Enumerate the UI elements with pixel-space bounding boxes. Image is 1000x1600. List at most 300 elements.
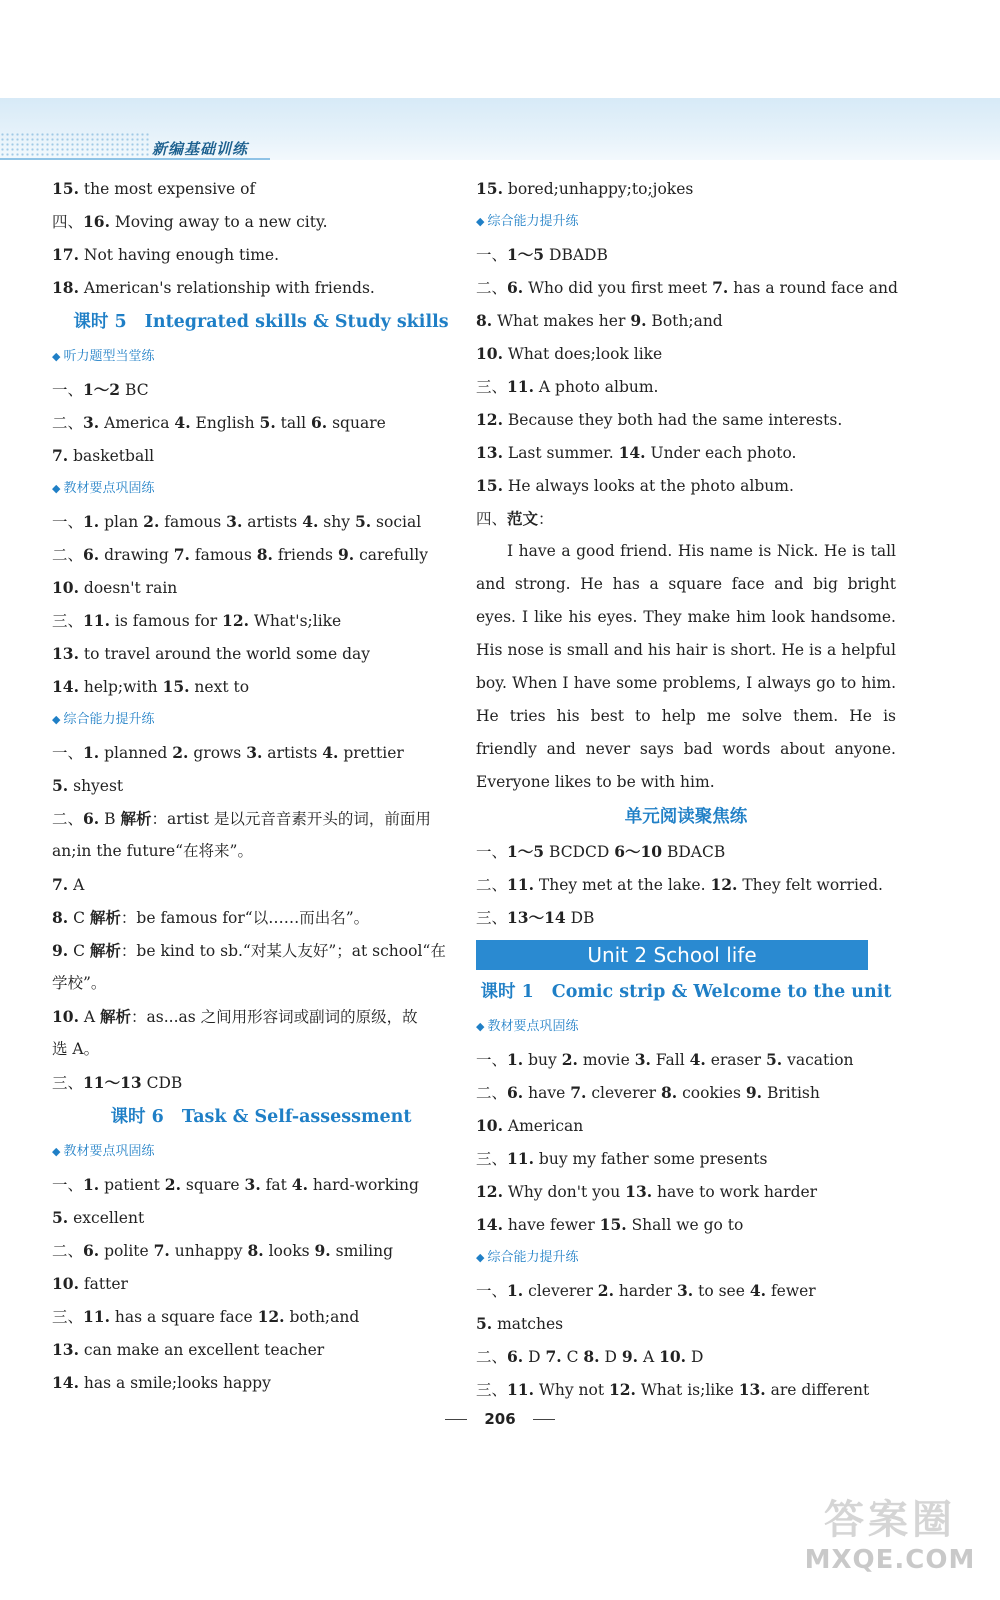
question-number: 11. — [83, 1307, 110, 1326]
question-number: 范文 — [507, 509, 539, 528]
answer-text: 选 A。 — [52, 1040, 100, 1058]
question-number: 7. — [570, 1083, 587, 1102]
question-number: 解析 — [89, 908, 121, 927]
answer-line — [52, 1066, 470, 1099]
answer-line — [52, 205, 470, 238]
answer-text: drawing — [99, 546, 174, 564]
section-numeral: 三、 — [476, 1150, 508, 1168]
question-number: 14. — [476, 1215, 503, 1234]
right-column — [476, 172, 896, 1406]
question-number: 1. — [507, 1050, 524, 1069]
question-number: 13. — [52, 1340, 79, 1359]
diamond-icon: ◆ — [52, 350, 61, 363]
question-number: 解析 — [89, 941, 121, 960]
question-number: 9. — [745, 1083, 763, 1102]
exercise-subheading — [476, 1241, 896, 1274]
subheading-text: 听力题型当堂练 — [63, 349, 155, 364]
lesson-title: 单元阅读聚焦练 — [624, 807, 748, 827]
answer-text: artists — [242, 513, 303, 531]
question-number: 6. — [83, 809, 100, 828]
answer-line — [476, 271, 896, 304]
question-number: 9. — [314, 1241, 331, 1260]
lesson-title: Task & Self-assessment — [181, 1107, 412, 1127]
answer-text: vacation — [782, 1051, 854, 1069]
lesson-label: 课时 6 — [110, 1107, 164, 1127]
answer-text: Why not — [533, 1381, 609, 1399]
answer-text: C — [561, 1348, 584, 1366]
section-numeral: 三、 — [476, 378, 508, 396]
answer-text: carefully — [354, 546, 428, 564]
answer-line — [52, 271, 470, 304]
answer-text: cleverer — [586, 1084, 661, 1102]
answer-text: fatter — [78, 1275, 128, 1293]
answer-line — [52, 736, 470, 769]
page-number-footer — [0, 1410, 1000, 1428]
question-number: 2. — [164, 1175, 181, 1194]
question-number: 10. — [476, 344, 503, 363]
header-band — [0, 98, 1000, 160]
answer-line — [476, 469, 896, 502]
answer-text: buy — [523, 1051, 562, 1069]
answer-text: fat — [260, 1176, 292, 1194]
question-number: 3. — [246, 743, 263, 762]
question-number: 12. — [476, 1182, 503, 1201]
answer-text: hard-working — [307, 1176, 419, 1194]
question-number: 13. — [738, 1380, 766, 1399]
answer-text: polite — [99, 1242, 154, 1260]
section-numeral: 一、 — [52, 381, 84, 399]
question-number: 15. — [52, 179, 79, 198]
answer-text: British — [762, 1084, 820, 1102]
answer-text: ：as...as 之间用形容词或副词的原级，故 — [131, 1008, 418, 1026]
answer-text: are different — [765, 1381, 870, 1399]
section-numeral: 一、 — [476, 246, 508, 264]
answer-text: can make an excellent teacher — [78, 1341, 325, 1359]
section-heading — [52, 1099, 470, 1135]
question-number: 8. — [247, 1241, 264, 1260]
question-number: 11. — [507, 875, 534, 894]
question-number: 15. — [162, 677, 190, 696]
section-numeral: 一、 — [52, 1176, 84, 1194]
unit-banner: Unit 2 School life — [476, 940, 868, 970]
page-number: 206 — [484, 1410, 516, 1428]
question-number: 解析 — [100, 1007, 132, 1026]
question-number: 15. — [476, 179, 503, 198]
answer-text: BC — [120, 381, 149, 399]
answer-line — [52, 1300, 470, 1333]
answer-text: B — [99, 810, 121, 828]
answer-text: Not having enough time. — [78, 246, 280, 264]
question-number: 4. — [749, 1281, 767, 1300]
answer-text: to see — [693, 1282, 750, 1300]
question-number: 7. — [153, 1241, 170, 1260]
answer-line — [52, 901, 470, 934]
question-number: 12. — [257, 1307, 285, 1326]
answer-text: Last summer. — [502, 444, 619, 462]
lesson-title: Integrated skills & Study skills — [144, 312, 449, 332]
exercise-subheading — [476, 1010, 896, 1043]
answer-text: Shall we go to — [626, 1216, 744, 1234]
answer-text: They met at the lake. — [533, 876, 711, 894]
question-number: 1～5 — [507, 842, 545, 861]
answer-line — [476, 1109, 896, 1142]
answer-text: harder — [613, 1282, 677, 1300]
answer-text: American's relationship with friends. — [78, 279, 375, 297]
answer-text: basketball — [68, 447, 155, 465]
answer-text: C — [68, 942, 90, 960]
answer-text: Who did you first meet — [523, 279, 713, 297]
section-numeral: 二、 — [476, 279, 508, 297]
answer-text: shy — [318, 513, 355, 531]
section-numeral: 一、 — [52, 744, 84, 762]
question-number: 9. — [52, 941, 69, 960]
answer-line — [476, 238, 896, 271]
answer-text: A — [638, 1348, 660, 1366]
answer-text: has a square face — [109, 1308, 258, 1326]
question-number: 5. — [52, 1208, 69, 1227]
diamond-icon: ◆ — [52, 1145, 61, 1158]
question-number: 11. — [507, 1149, 534, 1168]
question-number: 13～14 — [507, 908, 566, 927]
section-numeral: 一、 — [476, 1051, 508, 1069]
answer-text: A — [78, 1008, 101, 1026]
answer-line — [476, 337, 896, 370]
answer-line — [476, 1208, 896, 1241]
section-numeral: 二、 — [476, 1348, 508, 1366]
question-number: 解析 — [120, 809, 152, 828]
answer-line — [52, 769, 470, 802]
answer-line — [476, 370, 896, 403]
question-number: 17. — [52, 245, 79, 264]
section-numeral: 四、 — [52, 213, 84, 231]
subheading-text: 教材要点巩固练 — [63, 1144, 155, 1159]
answer-line — [476, 502, 896, 535]
section-heading — [476, 974, 896, 1010]
answer-line — [476, 1373, 896, 1406]
question-number: 7. — [52, 875, 69, 894]
answer-line — [476, 403, 896, 436]
answer-text: grows — [188, 744, 247, 762]
answer-line — [476, 1274, 896, 1307]
section-numeral: 三、 — [476, 1381, 508, 1399]
answer-text: is famous for — [109, 612, 223, 630]
answer-line — [476, 1043, 896, 1076]
left-column — [52, 172, 470, 1399]
question-number: 8. — [476, 311, 493, 330]
question-number: 15. — [476, 476, 503, 495]
answer-line — [52, 637, 470, 670]
answer-text: square — [180, 1176, 245, 1194]
question-number: 10. — [52, 578, 79, 597]
question-number: 5. — [52, 776, 69, 795]
answer-text: has a smile;looks happy — [78, 1374, 271, 1392]
answer-text: have — [523, 1084, 571, 1102]
answer-text: shyest — [68, 777, 124, 795]
answer-text: Why don't you — [502, 1183, 626, 1201]
question-number: 7. — [712, 278, 729, 297]
lesson-title: Comic strip & Welcome to the unit — [551, 982, 892, 1002]
answer-text: cleverer — [523, 1282, 598, 1300]
question-number: 16. — [83, 212, 110, 231]
question-number: 7. — [52, 446, 69, 465]
section-numeral: 二、 — [52, 1242, 84, 1260]
answer-text: 学校”。 — [52, 974, 107, 992]
watermark-top: 答案圈 — [824, 1497, 956, 1543]
question-number: 1～5 — [507, 245, 545, 264]
answer-line — [52, 172, 470, 205]
answer-line — [52, 538, 470, 571]
answer-line — [476, 172, 896, 205]
answer-text: have fewer — [502, 1216, 600, 1234]
section-numeral: 一、 — [476, 1282, 508, 1300]
diamond-icon: ◆ — [476, 1020, 485, 1033]
footer-dash-left — [445, 1419, 467, 1420]
answer-text: has a round face and — [728, 279, 898, 297]
answer-text: the most expensive of — [78, 180, 256, 198]
answer-text: have to work harder — [652, 1183, 818, 1201]
question-number: 1. — [83, 1175, 100, 1194]
answer-text: Moving away to a new city. — [109, 213, 328, 231]
question-number: 4. — [302, 512, 319, 531]
question-number: 9. — [621, 1347, 639, 1366]
answer-line — [476, 835, 896, 868]
answer-line — [52, 1267, 470, 1300]
answer-text: eraser — [705, 1051, 766, 1069]
question-number: 8. — [256, 545, 273, 564]
question-number: 4. — [291, 1175, 308, 1194]
answer-text: What is;like — [635, 1381, 739, 1399]
answer-line — [52, 1000, 470, 1033]
answer-text: America — [99, 414, 175, 432]
answer-text: patient — [99, 1176, 165, 1194]
question-number: 5. — [354, 512, 372, 531]
question-number: 4. — [322, 743, 339, 762]
section-numeral: 二、 — [52, 810, 84, 828]
answer-text: social — [371, 513, 422, 531]
question-number: 2. — [597, 1281, 614, 1300]
answer-text: next to — [189, 678, 250, 696]
answer-text: D — [686, 1348, 704, 1366]
answer-text: an;in the future“在将来”。 — [52, 842, 253, 860]
answer-text: unhappy — [169, 1242, 248, 1260]
question-number: 6～10 — [614, 842, 663, 861]
question-number: 4. — [689, 1050, 706, 1069]
answer-text: CDB — [141, 1074, 183, 1092]
answer-line — [52, 406, 470, 439]
question-number: 3. — [676, 1281, 694, 1300]
answer-text: What makes her — [492, 312, 631, 330]
answer-text: tall — [275, 414, 311, 432]
diamond-icon: ◆ — [476, 215, 485, 228]
answer-line — [52, 967, 470, 1000]
question-number: 12. — [608, 1380, 636, 1399]
answer-text: C — [68, 909, 90, 927]
question-number: 11. — [507, 377, 534, 396]
answer-text: to travel around the world some day — [78, 645, 371, 663]
book-title: 新编基础训练 — [152, 140, 249, 158]
answer-line — [52, 1333, 470, 1366]
answer-text: A — [68, 876, 85, 894]
answer-text: doesn't rain — [78, 579, 178, 597]
subheading-text: 综合能力提升练 — [487, 1250, 579, 1265]
section-numeral: 三、 — [52, 1308, 84, 1326]
answer-line — [52, 439, 470, 472]
question-number: 1～2 — [83, 380, 121, 399]
question-number: 13. — [476, 443, 503, 462]
answer-line — [476, 304, 896, 337]
question-number: 10. — [52, 1007, 79, 1026]
question-number: 5. — [766, 1050, 783, 1069]
question-number: 8. — [583, 1347, 600, 1366]
answer-text: Both;and — [646, 312, 723, 330]
subheading-text: 综合能力提升练 — [487, 214, 579, 229]
answer-text: DBADB — [544, 246, 608, 264]
question-number: 6. — [83, 1241, 100, 1260]
answer-line — [476, 1307, 896, 1340]
section-numeral: 一、 — [52, 513, 84, 531]
question-number: 2. — [561, 1050, 578, 1069]
question-number: 9. — [630, 311, 647, 330]
answer-line — [52, 934, 470, 967]
section-numeral: 二、 — [476, 1084, 508, 1102]
answer-text: What's;like — [249, 612, 342, 630]
question-number: 10. — [659, 1347, 687, 1366]
question-number: 7. — [545, 1347, 562, 1366]
answer-line — [476, 901, 896, 934]
question-number: 8. — [52, 908, 69, 927]
answer-line — [52, 670, 470, 703]
diamond-icon: ◆ — [52, 482, 61, 495]
header-dot-pattern — [0, 132, 150, 156]
question-number: 3. — [244, 1175, 261, 1194]
answer-text: They felt worried. — [737, 876, 883, 894]
question-number: 6. — [507, 278, 524, 297]
diamond-icon: ◆ — [476, 1251, 485, 1264]
exercise-subheading — [52, 340, 470, 373]
answer-text: smiling — [330, 1242, 394, 1260]
lesson-label: 课时 1 — [480, 982, 534, 1002]
section-numeral: 二、 — [476, 876, 508, 894]
answer-text: D — [599, 1348, 622, 1366]
answer-line — [52, 1168, 470, 1201]
model-essay: I have a good friend. His name is Nick. He is tall and strong. He has a square face and big bright eyes. I like his eyes. They make him look handsome. His nose is small and his hair is short. He is a helpful boy. When I have some problems, I always go to him. He tries his best to help me solve them. He is friendly and never says bad words about anyone. Everyone likes to be with him. — [476, 542, 896, 791]
question-number: 10. — [476, 1116, 503, 1135]
answer-text: English — [190, 414, 260, 432]
subheading-text: 综合能力提升练 — [63, 712, 155, 727]
section-numeral: 三、 — [476, 909, 508, 927]
question-number: 12. — [222, 611, 249, 630]
answer-text: both;and — [284, 1308, 360, 1326]
question-number: 14. — [52, 677, 79, 696]
answer-text: famous — [159, 513, 227, 531]
lesson-label: 课时 5 — [73, 312, 127, 332]
answer-text: help;with — [78, 678, 163, 696]
subheading-text: 教材要点巩固练 — [487, 1019, 579, 1034]
question-number: 6. — [507, 1347, 524, 1366]
answer-text: DB — [565, 909, 595, 927]
answer-line — [52, 1234, 470, 1267]
question-number: 14. — [618, 443, 646, 462]
question-number: 1. — [507, 1281, 524, 1300]
answer-text: Under each photo. — [645, 444, 797, 462]
answer-text: Fall — [650, 1051, 690, 1069]
answer-text: square — [327, 414, 386, 432]
section-heading — [476, 799, 896, 835]
answer-text: looks — [263, 1242, 315, 1260]
section-heading — [52, 304, 470, 340]
answer-line — [52, 1201, 470, 1234]
question-number: 3. — [226, 512, 243, 531]
answer-line — [476, 436, 896, 469]
question-number: 13. — [52, 644, 79, 663]
answer-line — [52, 604, 470, 637]
question-number: 6. — [507, 1083, 524, 1102]
question-number: 11. — [507, 1380, 534, 1399]
question-number: 5. — [476, 1314, 493, 1333]
answer-line — [476, 1175, 896, 1208]
answer-text: artists — [262, 744, 323, 762]
answer-line — [476, 1340, 896, 1373]
question-number: 13. — [625, 1182, 653, 1201]
question-number: 8. — [661, 1083, 678, 1102]
answer-line — [52, 571, 470, 604]
exercise-subheading — [476, 205, 896, 238]
answer-text: prettier — [338, 744, 404, 762]
section-numeral: 三、 — [52, 1074, 84, 1092]
answer-line — [476, 1076, 896, 1109]
answer-text: planned — [99, 744, 173, 762]
question-number: 3. — [634, 1050, 651, 1069]
answer-text: Because they both had the same interests. — [502, 411, 843, 429]
answer-text: ： — [538, 510, 554, 528]
answer-line — [476, 1142, 896, 1175]
question-number: 4. — [174, 413, 191, 432]
answer-line — [52, 505, 470, 538]
question-number: 7. — [173, 545, 190, 564]
question-number: 9. — [337, 545, 355, 564]
question-number: 12. — [476, 410, 503, 429]
section-numeral: 一、 — [476, 843, 508, 861]
section-numeral: 二、 — [52, 546, 84, 564]
question-number: 3. — [83, 413, 100, 432]
question-number: 15. — [599, 1215, 627, 1234]
footer-dash-right — [533, 1419, 555, 1420]
question-number: 6. — [310, 413, 328, 432]
question-number: 5. — [259, 413, 276, 432]
answer-text: What does;look like — [502, 345, 663, 363]
answer-text: BCDCD — [544, 843, 615, 861]
answer-text: American — [502, 1117, 584, 1135]
question-number: 11. — [83, 611, 110, 630]
answer-line — [52, 373, 470, 406]
answer-line — [52, 868, 470, 901]
answer-text: He always looks at the photo album. — [502, 477, 794, 495]
question-number: 10. — [52, 1274, 79, 1293]
question-number: 14. — [52, 1373, 79, 1392]
answer-text: matches — [492, 1315, 564, 1333]
answer-text: friends — [272, 546, 338, 564]
watermark-bottom: MXQE.COM — [804, 1545, 976, 1575]
answer-text: fewer — [766, 1282, 816, 1300]
diamond-icon: ◆ — [52, 713, 61, 726]
section-numeral: 三、 — [52, 612, 84, 630]
answer-line — [52, 1366, 470, 1399]
question-number: 1. — [83, 743, 100, 762]
answer-text: bored;unhappy;to;jokes — [502, 180, 694, 198]
question-number: 18. — [52, 278, 79, 297]
exercise-subheading — [52, 472, 470, 505]
answer-line — [52, 835, 470, 868]
